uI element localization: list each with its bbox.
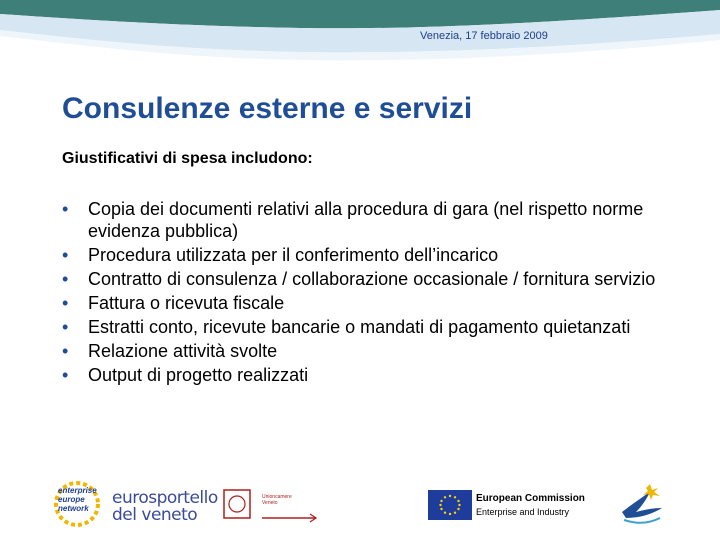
bullet-glyph: •	[62, 293, 69, 313]
list-item	[62, 244, 662, 266]
list-item	[62, 268, 662, 290]
header-wave-band	[0, 0, 720, 70]
bullet-glyph: •	[62, 245, 69, 265]
eurosportello-logo: eurosportello del veneto	[112, 488, 218, 525]
enterprise-industry-label: Enterprise and Industry	[476, 507, 570, 517]
slide-subtitle: Giustificativi di spesa includono:	[62, 150, 313, 167]
bullet-list	[62, 198, 662, 388]
list-item-text: Contratto di consulenza / collaborazione occasionale / fornitura servizio	[88, 269, 656, 289]
list-item	[62, 340, 662, 362]
list-item	[62, 364, 662, 386]
bullet-glyph: •	[62, 269, 69, 289]
bullet-glyph: •	[62, 317, 69, 337]
list-item-text: Output di progetto realizzati	[88, 365, 309, 385]
bullet-glyph: •	[62, 341, 69, 361]
list-item	[62, 292, 662, 314]
cip-bird-logo	[616, 482, 666, 530]
european-commission-label: European Commission	[476, 493, 585, 504]
bullet-glyph: •	[62, 199, 69, 219]
slide-date: Venezia, 17 febbraio 2009	[420, 30, 548, 42]
list-item-text: Relazione attività svolte	[88, 341, 278, 361]
een-logo-text: enterprise europe network	[58, 486, 97, 513]
eu-flag-icon	[428, 490, 472, 520]
list-item-text: Estratti conto, ricevute bancarie o mandati di pagamento quietanzati	[88, 317, 631, 337]
list-item	[62, 316, 662, 338]
unioncamere-label: Unioncamere Veneto	[262, 494, 292, 506]
slide-title: Consulenze esterne e servizi	[62, 92, 473, 125]
list-item-text: Copia dei documenti relativi alla procedura di gara (nel rispetto norme evidenza pubblica)	[88, 199, 644, 241]
list-item-text: Procedura utilizzata per il conferimento dell’incarico	[88, 245, 499, 265]
list-item	[62, 198, 662, 242]
bullet-glyph: •	[62, 365, 69, 385]
list-item-text: Fattura o ricevuta fiscale	[88, 293, 285, 313]
